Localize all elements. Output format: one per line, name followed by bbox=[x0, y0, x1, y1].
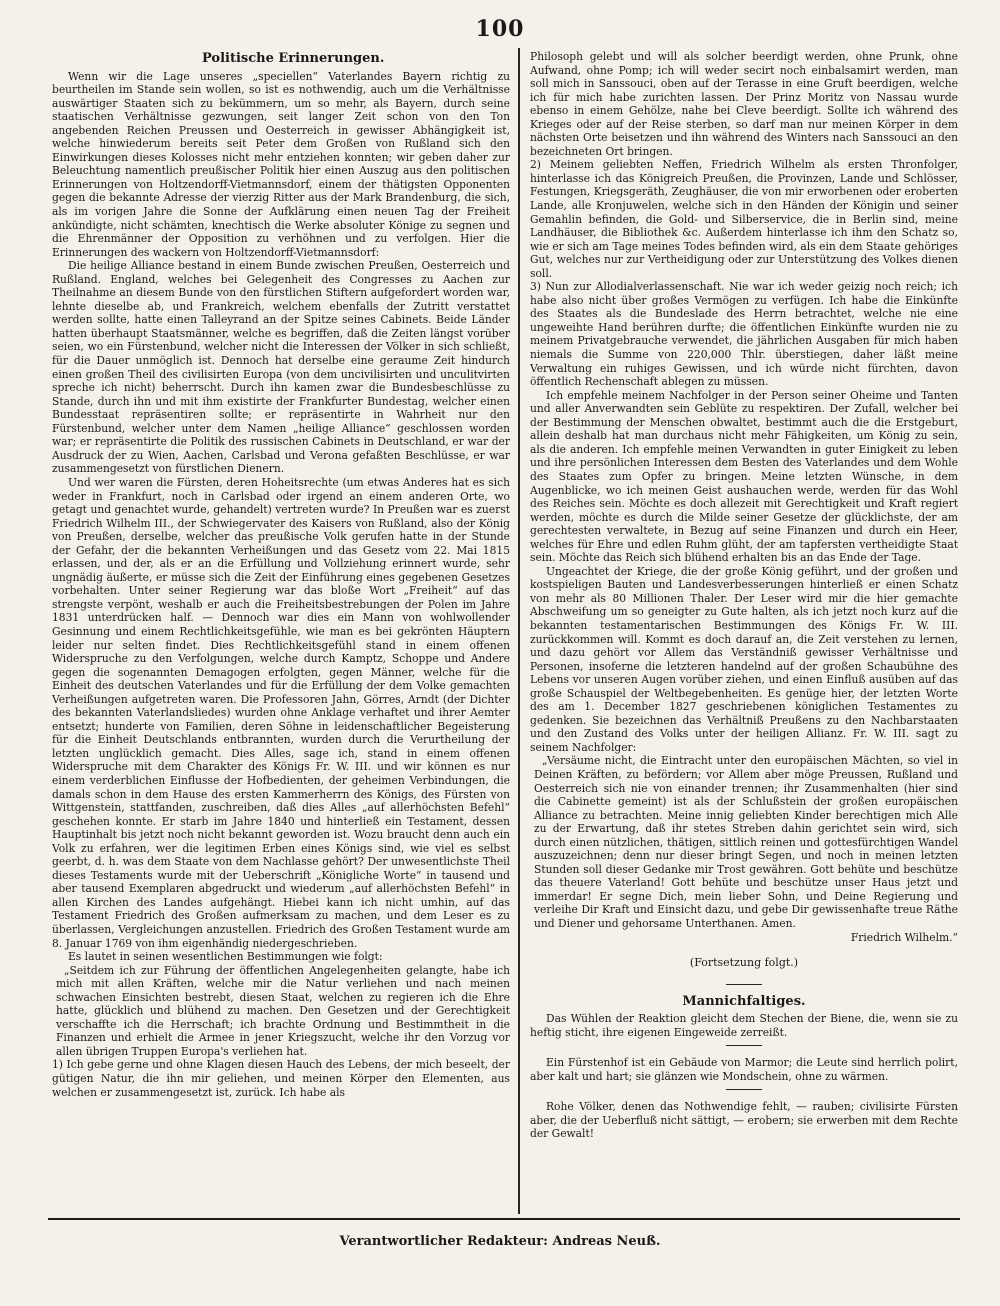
article-heading: Politische Erinnerungen. bbox=[202, 51, 385, 66]
editor-credit: Verantwortlicher Redakteur: Andreas Neuß. bbox=[339, 1234, 661, 1249]
continued-note: (Fortsetzung folgt.) bbox=[689, 956, 799, 970]
testament-item-1: 1) Ich gebe gerne und ohne Klagen diesen Hauch des Lebens, der mich beseelt, der gütigen Natur, die ihn mir geliehen, und meinen Körper den Elementen, aus welchen er zusammengesetzt ist, zurück. Ich habe als bbox=[52, 1058, 510, 1099]
article-continuation: Philosoph gelebt und will als solcher beerdigt werden, ohne Prunk, ohne Aufwand, ohne Pomp; ich will weder secirt noch einbalsamirt werden, man soll mich in Sanssouci, oben auf der Terasse in eine Gruft beerdigen, welche ich für mich habe zurichten lassen. Der Prinz Moritz von Nassau wurde ebenso in einem Gehölze, nahe bei Cleve beerdigt. Sollte ich während des Krieges oder auf der Reise sterben, so darf man nur meinen Körper in dem nächsten Orte beisetzen und ihn während des Winters nach Sanssouci an den bezeichneten Ort bringen. bbox=[530, 50, 958, 158]
page-number: 100 bbox=[475, 16, 525, 42]
signature: Friedrich Wilhelm.“ bbox=[850, 930, 958, 944]
left-column bbox=[52, 50, 510, 1212]
column-divider bbox=[518, 48, 520, 1214]
item-divider bbox=[726, 1089, 762, 1090]
testament-quote: „Versäume nicht, die Eintracht unter den europäischen Mächten, so viel in Deinen Kräften, zu befördern; vor Allem aber möge Preussen, Rußland und Oesterreich sich nie von einander trennen; ihr Zusammenhalten (hier sind die Cabinette gemeint) ist als der Schlußstein der großen europäischen Alliance zu betrachten. Meine innig geliebten Kinder berechtigen mich Alle zu der Erwartung, daß ihr stetes Streben dahin gerichtet sein wird, sich durch einen nützlichen, thätigen, sittlich reinen und gottesfürchtigen Wandel auszuzeichnen; denn nur dieser bringt Segen, und noch in meinen letzten Stunden soll dieser Gedanke mir Trost gewähren. Gott behüte und beschütze das theuere Vaterland! Gott behüte und beschütze unser Haus jetzt und immerdar! Er segne Dich, mein lieber Sohn, und Deine Regierung und verleihe Dir Kraft und Einsicht dazu, und gebe Dir gewissenhafte treue Räthe und Diener und gehorsame Unterthanen. Amen. bbox=[534, 754, 958, 930]
miscellany-item: Ein Fürstenhof ist ein Gebäude von Marmor; die Leute sind herrlich polirt, aber kalt und hart; sie glänzen wie Mondschein, ohne zu wärmen. bbox=[530, 1056, 958, 1083]
miscellany-item: Das Wühlen der Reaktion gleicht dem Stechen der Biene, die, wenn sie zu heftig sticht, ihre eigenen Eingeweide zerreißt. bbox=[530, 1012, 958, 1039]
testament-quote: „Seitdem ich zur Führung der öffentlichen Angelegenheiten gelangte, habe ich mich mit allen Kräften, welche mir die Natur verliehen und nach meinen schwachen Einsichten bestrebt, diesen Staat, welchen zu regieren ich die Ehre hatte, glücklich und blühend zu machen. Den Gesetzen und der Gerechtigkeit verschaffte ich die Herrschaft; ich brachte Ordnung und Bestimmtheit in die Finanzen und erhielt die Armee in jener Kriegszucht, welche ihr den Vorzug vor allen übrigen Truppen Europa's verliehen hat. bbox=[56, 963, 510, 1058]
section-heading: Mannichfaltiges. bbox=[682, 993, 806, 1009]
section-divider bbox=[726, 984, 762, 985]
article-paragraph: Es lautet in seinen wesentlichen Bestimmungen wie folgt: bbox=[68, 950, 383, 964]
article-paragraph: Ungeachtet der Kriege, die der große König geführt, und der großen und kostspieligen Bauten und Landesverbesserungen hinterließ er einen Schatz von mehr als 80 Millionen Thaler. Der Leser wird mir die hier gemachte Abschweifung um so geneigter zu Gute halten, als ich jetzt noch kurz auf die bekannten testamentarischen Bestimmungen des Königs Fr. W. III. zurückkommen will. Kommt es doch darauf an, die Zeit verstehen zu lernen, und dazu gehört vor Allem das Verständniß gewisser Verhältnisse und Personen, insoferne die letzteren handelnd auf der großen Schaubühne des Lebens vor unseren Augen vorüber ziehen, und einen Einfluß ausüben auf das große Schauspiel der Weltbegebenheiten. Es genüge hier, der letzten Worte des am 1. December 1827 geschriebenen königlichen Testamentes zu gedenken. Sie bezeichnen das Verhältniß Preußens zu den Nachbarstaaten und den Zustand des Volks unter der heiligen Allianz. Fr. W. III. sagt zu seinem Nachfolger: bbox=[530, 564, 958, 754]
miscellany-item: Rohe Völker, denen das Nothwendige fehlt, — rauben; civilisirte Fürsten aber, die der Ueberfluß nicht sättigt, — erobern; sie erwerben mit dem Rechte der Gewalt! bbox=[530, 1100, 958, 1141]
article-paragraph: Wenn wir die Lage unseres „speciellen“ Vaterlandes Bayern richtig zu beurtheilen im Stande sein wollen, so ist es nothwendig, auch um die Verhältnisse auswärtiger Staaten sich zu bekümmern, um so mehr, als Bayern, durch seine staatischen Verhältnisse gezwungen, seit langer Zeit schon von den Ton angebenden Reichen Preussen und Oesterreich in gewisser Abhängigkeit ist, welche hinwiederum bereits seit Peter dem Großen von Rußland sich den Einwirkungen dieses Kolosses nicht mehr entziehen konnten; wir geben daher zur Beleuchtung namentlich preußischer Politik hier einen Auszug aus den politischen Erinnerungen von Holtzendorff-Vietmannsdorf, einem der thätigsten Opponenten gegen die bekannte Adresse der vierzig Ritter aus der Mark Brandenburg, die sich, als im vorigen Jahre die Sonne der Aufklärung einen neuen Tag der Freiheit ankündigte, nicht schämten, knechtisch die Werke absoluter Könige zu segnen und die Ehrenmänner der Opposition zu verhöhnen und zu verfolgen. Hier die Erinnerungen des wackern von Holtzendorff-Vietmannsdorf: bbox=[52, 69, 510, 259]
article-paragraph: Ich empfehle meinem Nachfolger in der Person seiner Oheime und Tanten und aller Anverwandten sein Geblüte zu respektiren. Der Zufall, welcher bei der Bestimmung der Menschen obwaltet, bestimmt auch die die Erstgeburt, allein deshalb hat man durchaus nicht mehr Fähigkeiten, um König zu sein, als die anderen. Ich empfehle meinen Verwandten in guter Einigkeit zu leben und ihre persönlichen Interessen dem Besten des Vaterlandes und dem Wohle des Staates zum Opfer zu bringen. Meine letzten Wünsche, in dem Augenblicke, wo ich meinen Geist aushauchen werde, werden für das Wohl des Reiches sein. Möchte es doch allezeit mit Gerechtigkeit und Kraft regiert werden, möchte es durch die Milde seiner Gesetze der glücklichste, der am gerechtesten verwaltete, in Bezug auf seine Finanzen und durch ein Heer, welches für Ehre und edlen Ruhm glüht, der am tapfersten vertheidigte Staat sein. Möchte das Reich sich blühend erhalten bis an das Ende der Tage. bbox=[530, 388, 958, 565]
article-paragraph: Und wer waren die Fürsten, deren Hoheitsrechte (um etwas Anderes hat es sich weder in Frankfurt, noch in Carlsbad oder irgend an einem anderen Orte, wo getagt und genachtet wurde, gehandelt) vertreten wurde? In Preußen war es zuerst Friedrich Wilhelm III., der Schwiegervater des Kaisers von Rußland, also der König von Preußen, derselbe, welcher das preußische Volk gerufen hatte in der Stunde der Gefahr, der die bekannten Verheißungen und das Gesetz vom 22. Mai 1815 erlassen, und der, als er an die Erfüllung und Vollziehung erinnert wurde, sehr ungnädig äußerte, er müsse sich die Zeit der Einführung eines gegebenen Gesetzes vorbehalten. Unter seiner Regierung war das bloße Wort „Freiheit“ auf das strengste verpönt, weshalb er auch die Freiheitsbestrebungen der Polen im Jahre 1831 unterdrücken half. — Dennoch war dies ein Mann von wohlwollender Gesinnung und einem Rechtlichkeitsgefühle, wie man es bei gekrönten Häuptern leider nur selten findet. Dies Rechtlichkeitsgefühl stand in einem offenen Widerspruche zu den Verfolgungen, welche durch Kamptz, Schoppe und Andere gegen die sogenannten Demagogen erfolgten, gegen Männer, welche für die Einheit des deutschen Vaterlandes und für die Erfüllung der dem Volke gemachten Verheißungen aufgetreten waren. Die Professoren Jahn, Görres, Arndt (der Dichter des bekannten Vaterlandsliedes) wurden ohne Anklage verhaftet und ihrer Aemter entsetzt; hunderte von Familien, deren Söhne in leidenschaftlicher Begeisterung für die Einheit Deutschlands entbrannten, wurden durch die Verurtheilung der letzten unglücklich gemacht. Dies Alles, sage ich, stand in einem offenen Widerspruche mit dem Charakter des Königs Fr. W. III. und wir können es nur einem verderblichen Einflusse der Hofbedienten, der geheimen Verbindungen, die damals schon in dem Hause des ersten Kammerherrn des Königs, des Fürsten von Wittgenstein, stattfanden, zuschreiben, daß dies Alles „auf allerhöchsten Befehl“ geschehen konnte. Er starb im Jahre 1840 und hinterließ ein Testament, dessen Hauptinhalt bis jetzt noch nicht bekannt geworden ist. Wozu braucht denn auch ein Volk zu erfahren, wer die legitimen Erben eines Königs sind, wie viel es selbst geerbt, d. h. was dem Staate von dem Nachlasse gehört? Der unwesentlichste Theil dieses Testaments wurde mit der Ueberschrift „Königliche Worte“ in tausend und aber tausend Exemplaren abgedruckt und wiederum „auf allerhöchsten Befehl“ in allen Kirchen des Landes aufgehängt. Hiebei kann ich nicht umhin, auf das Testament Friedrich des Großen aufmerksam zu machen, und dem Leser es zu überlassen, Vergleichungen anzustellen. Friedrich des Großen Testament wurde am 8. Januar 1769 von ihm eigenhändig niedergeschrieben. bbox=[52, 475, 510, 950]
right-column bbox=[530, 50, 958, 1212]
item-divider bbox=[726, 1045, 762, 1046]
testament-item-3: 3) Nun zur Allodialverlassenschaft. Nie war ich weder geizig noch reich; ich habe also nicht über großes Vermögen zu verfügen. Ich habe die Einkünfte des Staates als die Bundeslade des Herrn betrachtet, welche nie eine ungeweihte Hand berühren durfte; die öffentlichen Einkünfte wurden nie zu meinem Privatgebrauche verwendet, die jährlichen Ausgaben für mich haben niemals die Summe von 220,000 Thlr. überstiegen, daher läßt meine Verwaltung ein ruhiges Gewissen, und ich würde nicht fürchten, davon öffentlich Rechenschaft ablegen zu müssen. bbox=[530, 280, 958, 389]
article-paragraph: Die heilige Alliance bestand in einem Bunde zwischen Preußen, Oesterreich und Rußland. England, welches bei Gelegenheit des Congresses zu Aachen zur Theilnahme an diesem Bunde von den fürstlichen Stiftern aufgefordert worden war, lehnte dieselbe ab, und Frankreich, welchem ebenfalls der Zutritt verstattet werden sollte, hatte einen Talleyrand an der Spitze seines Cabinets. Beide Länder hatten überhaupt Staatsmänner, welche es begriffen, daß die Zeiten längst vorüber seien, wo ein Fürstenbund, welcher nicht die Interessen der Völker in sich schließt, für die Dauer unmöglich ist. Dennoch hat derselbe eine geraume Zeit hindurch einen großen Theil des civilisirten Europa (von dem uncivilisirten und unculitvirten spreche ich nicht) beherrscht. Durch ihn kamen zwar die Bundesbeschlüsse zu Stande, durch ihn und mit ihm existirte der Frankfurter Bundestag, welcher einen Bundesstaat repräsentiren sollte; er repräsentirte in Wahrheit nur den Fürstenbund, welcher unter dem Namen „heilige Alliance“ geschlossen worden war; er repräsentirte die Politik des russischen Cabinets in Deutschland, er war der Ausdruck der zu Wien, Aachen, Carlsbad und Verona gefaßten Beschlüsse, er war zusammengesetzt von fürstlichen Dienern. bbox=[52, 259, 510, 476]
footer-rule bbox=[48, 1218, 960, 1220]
testament-item-2: 2) Meinem geliebten Neffen, Friedrich Wilhelm als ersten Thronfolger, hinterlasse ich das Königreich Preußen, die Provinzen, Lande und Schlösser, Festungen, Kriegsgeräth, Zeughäuser, die von mir erworbenen oder eroberten Lande, alle Kronjuwelen, welche sich in den Händen der Königin und seiner Gemahlin befinden, die Gold- und Silberservice, die in Berlin sind, meine Landhäuser, die Bibliothek &c. Außerdem hinterlasse ich ihm den Schatz so, wie er sich am Tage meines Todes befinden wird, als ein dem Staate gehöriges Gut, welches nur zur Vertheidigung oder zur Unterstützung des Volkes dienen soll. bbox=[530, 158, 958, 280]
